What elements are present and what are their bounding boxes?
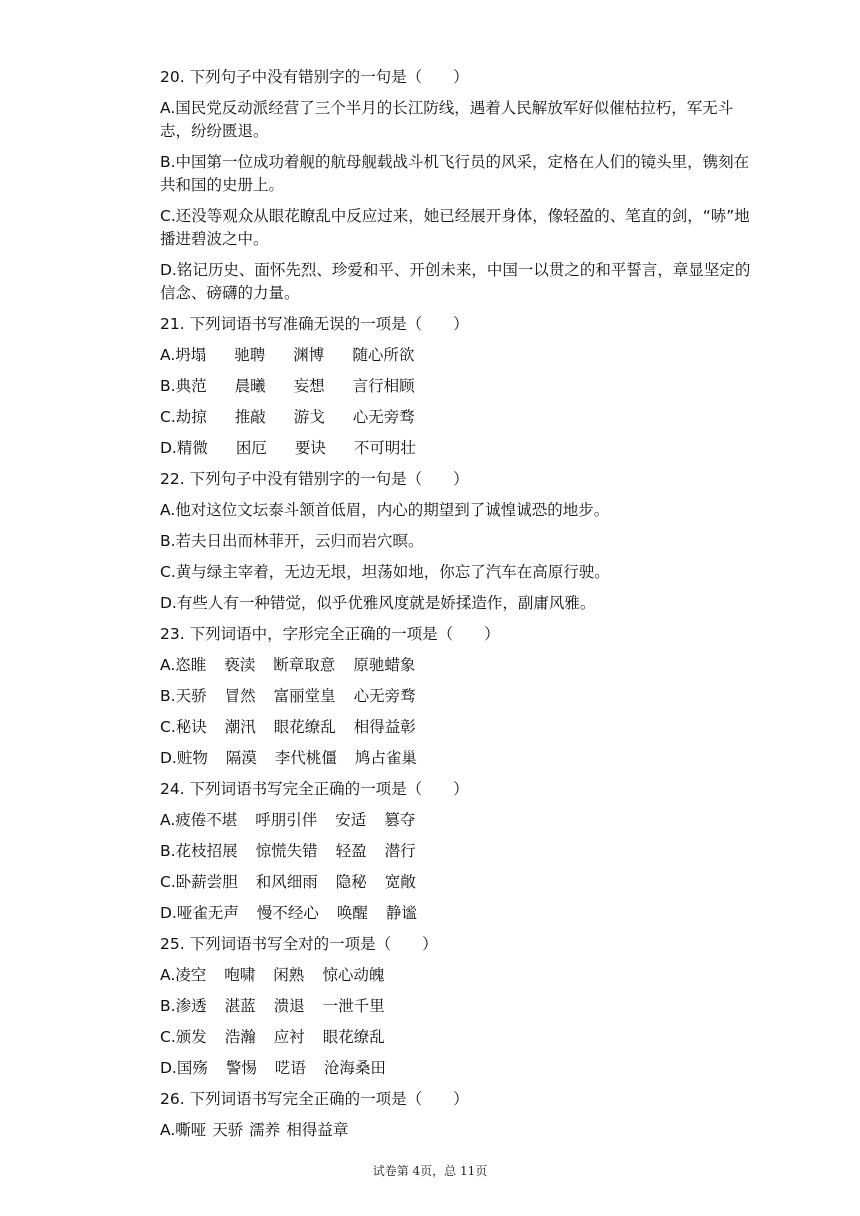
option-letter: B. [160, 687, 176, 705]
option-c [160, 1022, 760, 1053]
option-word: 困厄 [235, 439, 267, 457]
option-word: 哑雀无声 [176, 904, 239, 922]
option-word: 浩瀚 [224, 1028, 256, 1046]
option-a [160, 805, 760, 836]
option-word: 冒然 [224, 687, 256, 705]
option-word: 应衬 [273, 1028, 305, 1046]
option-word: 亵渎 [224, 656, 256, 674]
option-word: 潮汛 [224, 718, 256, 736]
option-c [160, 402, 760, 433]
option-word: 和风细雨 [255, 873, 318, 891]
option-b: B.中国第一位成功着舰的航母舰载战斗机飞行员的风采，定格在人们的镜头里，镌刻在共和国的史册上。 [160, 153, 750, 194]
question-stem: 20. 下列句子中没有错别字的一句是（ ） [160, 68, 469, 86]
option-word: 疲倦不堪 [175, 811, 238, 829]
question-stem: 25. 下列词语书写全对的一项是（ ） [160, 935, 438, 953]
question-23 [160, 619, 760, 774]
option-word: 相得益彰 [353, 718, 416, 736]
option-word: 宽敞 [384, 873, 416, 891]
option-word: 推敲 [234, 408, 266, 426]
option-word: 断章取意 [273, 656, 336, 674]
option-d [160, 433, 760, 464]
option-word: 惊心动魄 [322, 966, 385, 984]
option-word: 隔漠 [225, 749, 257, 767]
option-word: 典范 [175, 377, 207, 395]
option-c [160, 712, 760, 743]
option-word: 富丽堂皇 [273, 687, 336, 705]
question-stem: 26. 下列词语书写完全正确的一项是（ ） [160, 1090, 469, 1108]
option-word: 鸠占雀巢 [354, 749, 417, 767]
option-word: 眼花缭乱 [322, 1028, 385, 1046]
option-word: 天骄 [175, 687, 207, 705]
option-word: 眼花缭乱 [273, 718, 336, 736]
option-word: 潜行 [384, 842, 416, 860]
option-letter: D. [160, 439, 177, 457]
option-a [160, 960, 760, 991]
option-word: 李代桃僵 [274, 749, 337, 767]
question-stem: 21. 下列词语书写准确无误的一项是（ ） [160, 315, 469, 333]
option-word: 静谧 [385, 904, 417, 922]
option-letter: D. [160, 1059, 177, 1077]
question-25 [160, 929, 760, 1084]
option-letter: D. [160, 749, 177, 767]
option-letter: A. [160, 1121, 176, 1139]
option-word: 沧海桑田 [323, 1059, 386, 1077]
option-word: 溃退 [273, 997, 305, 1015]
option-a: A.他对这位文坛泰斗颔首低眉，内心的期望到了诚惶诚恐的地步。 [160, 501, 610, 519]
option-word: 心无旁骛 [352, 408, 415, 426]
option-letter: C. [160, 718, 176, 736]
option-letter: A. [160, 811, 176, 829]
option-letter: B. [160, 997, 176, 1015]
option-word: 不可明壮 [353, 439, 416, 457]
option-letter: C. [160, 1028, 176, 1046]
option-word: 要诀 [294, 439, 326, 457]
option-word: 驰聘 [234, 346, 266, 364]
option-word: 晨曦 [234, 377, 266, 395]
option-letter: D. [160, 904, 177, 922]
question-22 [160, 464, 760, 619]
option-word: 颁发 [175, 1028, 207, 1046]
option-c: C.黄与绿主宰着，无边无垠，坦荡如地，你忘了汽车在高原行驶。 [160, 563, 610, 581]
option-c: C.还没等观众从眼花瞭乱中反应过来，她已经展开身体，像轻盈的、笔直的剑，“哧”地播进碧波之中。 [160, 207, 750, 248]
option-word: 赃物 [176, 749, 208, 767]
option-word: 天骄 [212, 1121, 244, 1139]
option-a [160, 650, 760, 681]
option-word: 慢不经心 [256, 904, 319, 922]
option-word: 篡夺 [384, 811, 416, 829]
option-word: 原驰蜡象 [353, 656, 416, 674]
question-stem: 23. 下列词语中，字形完全正确的一项是（ ） [160, 625, 500, 643]
option-b [160, 836, 760, 867]
option-d: D.有些人有一种错觉，似乎优雅风度就是娇揉造作，副庸风雅。 [160, 594, 596, 612]
option-a [160, 340, 760, 371]
question-21 [160, 309, 760, 464]
option-word: 妄想 [293, 377, 325, 395]
question-stem: 24. 下列词语书写完全正确的一项是（ ） [160, 780, 469, 798]
option-word: 卧薪尝胆 [175, 873, 238, 891]
option-letter: C. [160, 408, 176, 426]
question-20 [160, 62, 760, 309]
option-word: 精微 [176, 439, 208, 457]
question-24 [160, 774, 760, 929]
option-word: 凌空 [175, 966, 207, 984]
option-letter: B. [160, 842, 176, 860]
option-word: 渊博 [293, 346, 325, 364]
option-word: 隐秘 [335, 873, 367, 891]
option-word: 惊慌失错 [255, 842, 318, 860]
option-word: 花枝招展 [175, 842, 238, 860]
option-word: 唤醒 [336, 904, 368, 922]
option-d [160, 898, 760, 929]
option-word: 恣睢 [175, 656, 207, 674]
option-a: A.国民党反动派经营了三个半月的长江防线，遇着人民解放军好似催枯拉朽，军无斗志，纷纷匮退。 [160, 99, 734, 140]
option-d [160, 743, 760, 774]
option-word: 坍塌 [175, 346, 207, 364]
question-26 [160, 1084, 760, 1146]
option-word: 濡养 [249, 1121, 281, 1139]
option-word: 劫掠 [175, 408, 207, 426]
option-word: 咆啸 [224, 966, 256, 984]
option-word: 秘诀 [175, 718, 207, 736]
option-word: 一泄千里 [322, 997, 385, 1015]
option-word: 闲熟 [273, 966, 305, 984]
option-b: B.若夫日出而林菲开，云归而岩穴暝。 [160, 532, 424, 550]
option-word: 随心所欲 [352, 346, 415, 364]
option-word: 国殇 [176, 1059, 208, 1077]
option-word: 安适 [335, 811, 367, 829]
option-letter: B. [160, 377, 176, 395]
option-b [160, 991, 760, 1022]
option-b [160, 681, 760, 712]
option-a [160, 1115, 760, 1146]
option-word: 呼朋引伴 [255, 811, 318, 829]
option-word: 渗透 [175, 997, 207, 1015]
option-word: 言行相顾 [352, 377, 415, 395]
option-c [160, 867, 760, 898]
option-b [160, 371, 760, 402]
option-word: 湛蓝 [224, 997, 256, 1015]
option-word: 心无旁骛 [353, 687, 416, 705]
option-word: 警惕 [225, 1059, 257, 1077]
question-stem: 22. 下列句子中没有错别字的一句是（ ） [160, 470, 469, 488]
option-letter: A. [160, 656, 176, 674]
option-d [160, 1053, 760, 1084]
option-word: 相得益章 [286, 1121, 349, 1139]
exam-content [160, 62, 760, 1146]
option-word: 嘶哑 [175, 1121, 207, 1139]
option-word: 游戈 [293, 408, 325, 426]
option-word: 呓语 [274, 1059, 306, 1077]
option-letter: A. [160, 346, 176, 364]
option-letter: C. [160, 873, 176, 891]
option-letter: A. [160, 966, 176, 984]
option-word: 轻盈 [335, 842, 367, 860]
option-d: D.铭记历史、面怀先烈、珍爱和平、开创未来，中国一以贯之的和平誓言，章显坚定的信念、磅礴的力量。 [160, 261, 751, 302]
page-footer: 试卷第 4页，总 11页 [372, 1164, 488, 1178]
